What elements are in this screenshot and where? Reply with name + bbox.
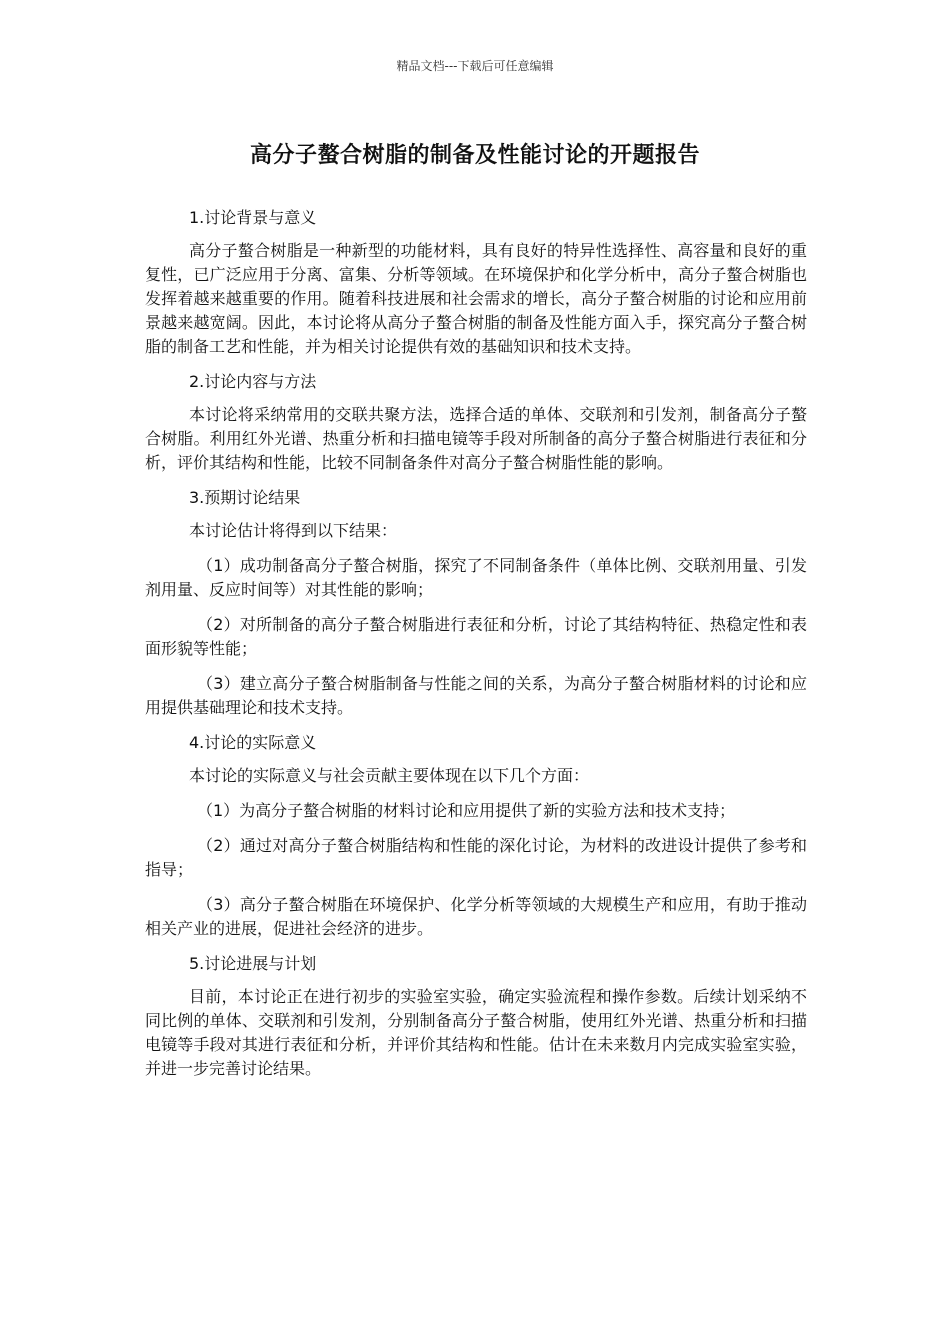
paragraph-content-methods: 本讨论将采纳常用的交联共聚方法，选择合适的单体、交联剂和引发剂，制备高分子螯合树脂。利用红外光谱、热重分析和扫描电镜等手段对所制备的高分子螯合树脂进行表征和分析，评价其结构和性能，比较不同制备条件对高分子螯合树脂性能的影响。 — [145, 405, 807, 472]
paragraph-progress-plan: 目前，本讨论正在进行初步的实验室实验，确定实验流程和操作参数。后续计划采纳不同比例的单体、交联剂和引发剂，分别制备高分子螯合树脂，使用红外光谱、热重分析和扫描电镜等手段对其进行表征和分析，并评价其结构和性能。估计在未来数月内完成实验室实验，并进一步完善讨论结果。 — [145, 987, 807, 1078]
list-item-expected-result-2: （2）对所制备的高分子螯合树脂进行表征和分析，讨论了其结构特征、热稳定性和表面形貌等性能； — [145, 615, 807, 658]
document-body — [145, 206, 807, 1092]
list-item-significance-3: （3）高分子螯合树脂在环境保护、化学分析等领域的大规模生产和应用，有助于推动相关产业的进展，促进社会经济的进步。 — [145, 895, 807, 938]
list-item-significance-2: （2）通过对高分子螯合树脂结构和性能的深化讨论，为材料的改进设计提供了参考和指导； — [145, 836, 807, 879]
list-item-expected-result-1: （1）成功制备高分子螯合树脂，探究了不同制备条件（单体比例、交联剂用量、引发剂用量、反应时间等）对其性能的影响； — [145, 556, 807, 599]
paragraph-practical-significance-intro: 本讨论的实际意义与社会贡献主要体现在以下几个方面： — [189, 766, 590, 785]
section-heading-progress-plan: 5.讨论进展与计划 — [189, 954, 317, 973]
section-heading-expected-results: 3.预期讨论结果 — [189, 488, 301, 507]
list-item-expected-result-3: （3）建立高分子螯合树脂制备与性能之间的关系，为高分子螯合树脂材料的讨论和应用提供基础理论和技术支持。 — [145, 674, 807, 717]
header-note: 精品文档---下载后可任意编辑 — [396, 59, 554, 73]
paragraph-background: 高分子螯合树脂是一种新型的功能材料，具有良好的特异性选择性、高容量和良好的重复性，已广泛应用于分离、富集、分析等领域。在环境保护和化学分析中，高分子螯合树脂也发挥着越来越重要的作用。随着科技进展和社会需求的增长，高分子螯合树脂的讨论和应用前景越来越宽阔。因此，本讨论将从高分子螯合树脂的制备及性能方面入手，探究高分子螯合树脂的制备工艺和性能，并为相关讨论提供有效的基础知识和技术支持。 — [145, 241, 807, 356]
section-heading-background: 1.讨论背景与意义 — [189, 208, 317, 227]
list-item-significance-1: （1）为高分子螯合树脂的材料讨论和应用提供了新的实验方法和技术支持； — [197, 801, 736, 820]
document-title: 高分子螯合树脂的制备及性能讨论的开题报告 — [249, 143, 700, 168]
section-heading-practical-significance: 4.讨论的实际意义 — [189, 733, 317, 752]
paragraph-expected-results-intro: 本讨论估计将得到以下结果： — [189, 521, 398, 540]
section-heading-content-methods: 2.讨论内容与方法 — [189, 372, 317, 391]
